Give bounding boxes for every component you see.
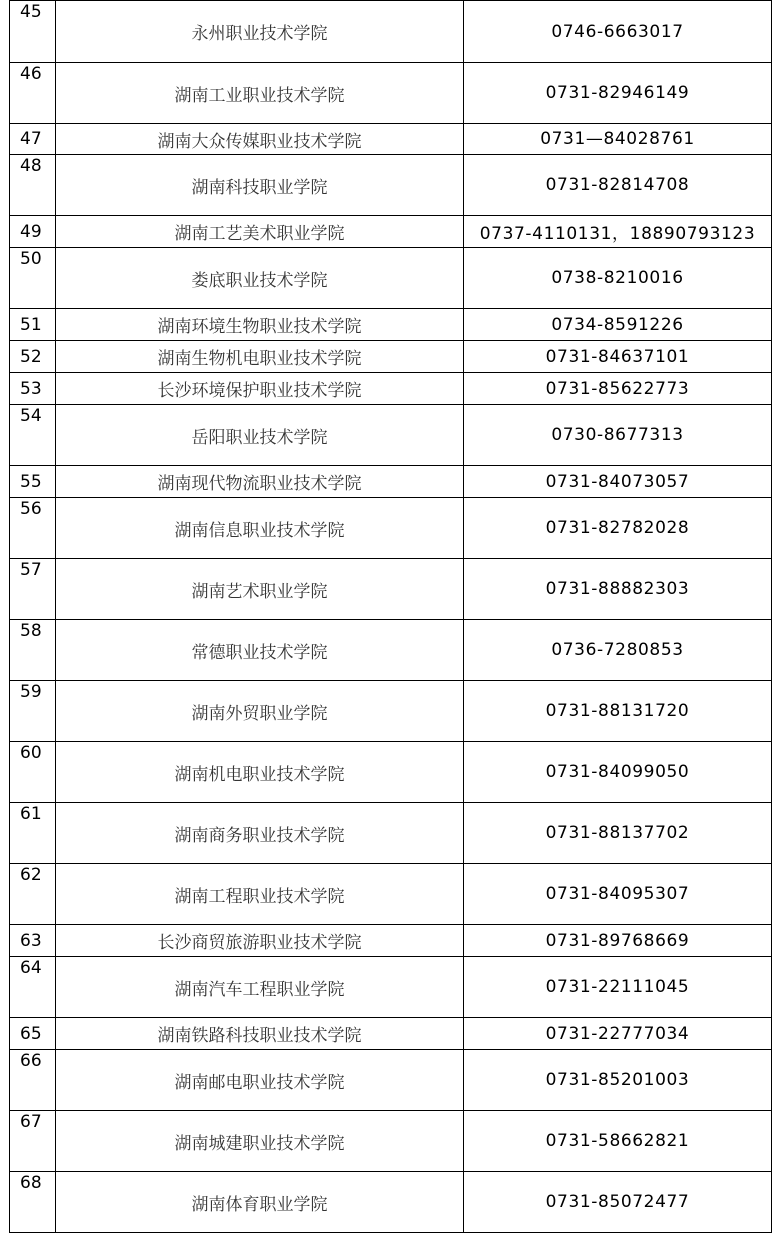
- college-name-cell: 岳阳职业技术学院: [56, 405, 464, 466]
- phone-cell: 0731-89768669: [464, 925, 772, 957]
- table-row: [10, 124, 772, 155]
- phone-cell: 0731-85622773: [464, 373, 772, 405]
- college-name-cell: 湖南信息职业技术学院: [56, 498, 464, 559]
- row-number-cell: 67: [10, 1111, 56, 1172]
- row-number-cell: 59: [10, 681, 56, 742]
- row-number-cell: 62: [10, 864, 56, 925]
- phone-cell: 0731-22111045: [464, 957, 772, 1018]
- row-number-cell: 54: [10, 405, 56, 466]
- college-name-cell: 湖南环境生物职业技术学院: [56, 309, 464, 341]
- phone-cell: 0731-84637101: [464, 341, 772, 373]
- college-name-cell: 湖南生物机电职业技术学院: [56, 341, 464, 373]
- phone-cell: 0746-6663017: [464, 1, 772, 63]
- row-number-cell: 53: [10, 373, 56, 405]
- row-number-cell: 48: [10, 155, 56, 216]
- college-name-cell: 湖南工艺美术职业学院: [56, 216, 464, 248]
- row-number-cell: 49: [10, 216, 56, 248]
- table-row: [10, 864, 772, 925]
- college-name-cell: 长沙商贸旅游职业技术学院: [56, 925, 464, 957]
- phone-cell: 0731-88137702: [464, 803, 772, 864]
- table-row: [10, 742, 772, 803]
- phone-cell: 0731—84028761: [464, 124, 772, 155]
- row-number-cell: 56: [10, 498, 56, 559]
- phone-cell: 0736-7280853: [464, 620, 772, 681]
- table-row: [10, 498, 772, 559]
- row-number-cell: 61: [10, 803, 56, 864]
- phone-cell: 0731-84095307: [464, 864, 772, 925]
- college-name-cell: 湖南汽车工程职业学院: [56, 957, 464, 1018]
- table-row: [10, 803, 772, 864]
- row-number-cell: 55: [10, 466, 56, 498]
- college-name-cell: 娄底职业技术学院: [56, 248, 464, 309]
- table-row: [10, 925, 772, 957]
- row-number-cell: 52: [10, 341, 56, 373]
- phone-cell: 0731-82814708: [464, 155, 772, 216]
- row-number-cell: 60: [10, 742, 56, 803]
- phone-cell: 0738-8210016: [464, 248, 772, 309]
- college-name-cell: 湖南邮电职业技术学院: [56, 1050, 464, 1111]
- college-name-cell: 湖南大众传媒职业技术学院: [56, 124, 464, 155]
- row-number-cell: 66: [10, 1050, 56, 1111]
- phone-cell: 0731-88882303: [464, 559, 772, 620]
- phone-cell: 0731-85072477: [464, 1172, 772, 1233]
- college-name-cell: 湖南外贸职业学院: [56, 681, 464, 742]
- table-row: [10, 1172, 772, 1233]
- row-number-cell: 58: [10, 620, 56, 681]
- row-number-cell: 64: [10, 957, 56, 1018]
- phone-cell: 0737-4110131，18890793123: [464, 216, 772, 248]
- row-number-cell: 46: [10, 63, 56, 124]
- college-contact-table: [9, 0, 772, 1233]
- row-number-cell: 45: [10, 1, 56, 63]
- phone-cell: 0734-8591226: [464, 309, 772, 341]
- phone-cell: 0731-82782028: [464, 498, 772, 559]
- college-name-cell: 长沙环境保护职业技术学院: [56, 373, 464, 405]
- table-row: [10, 155, 772, 216]
- college-name-cell: 湖南工业职业技术学院: [56, 63, 464, 124]
- row-number-cell: 57: [10, 559, 56, 620]
- table-row: [10, 1111, 772, 1172]
- college-name-cell: 湖南机电职业技术学院: [56, 742, 464, 803]
- table-row: [10, 957, 772, 1018]
- row-number-cell: 51: [10, 309, 56, 341]
- table-row: [10, 559, 772, 620]
- phone-cell: 0731-58662821: [464, 1111, 772, 1172]
- table-row: [10, 216, 772, 248]
- college-name-cell: 湖南现代物流职业技术学院: [56, 466, 464, 498]
- row-number-cell: 63: [10, 925, 56, 957]
- phone-cell: 0730-8677313: [464, 405, 772, 466]
- phone-cell: 0731-85201003: [464, 1050, 772, 1111]
- college-name-cell: 常德职业技术学院: [56, 620, 464, 681]
- row-number-cell: 68: [10, 1172, 56, 1233]
- row-number-cell: 65: [10, 1018, 56, 1050]
- table-row: [10, 63, 772, 124]
- table-row: [10, 466, 772, 498]
- phone-cell: 0731-22777034: [464, 1018, 772, 1050]
- row-number-cell: 47: [10, 124, 56, 155]
- table-row: [10, 248, 772, 309]
- college-name-cell: 湖南铁路科技职业技术学院: [56, 1018, 464, 1050]
- college-name-cell: 湖南科技职业学院: [56, 155, 464, 216]
- table-body: [10, 1, 772, 1233]
- college-name-cell: 湖南城建职业技术学院: [56, 1111, 464, 1172]
- table-row: [10, 681, 772, 742]
- phone-cell: 0731-88131720: [464, 681, 772, 742]
- college-name-cell: 湖南体育职业学院: [56, 1172, 464, 1233]
- table-row: [10, 1050, 772, 1111]
- row-number-cell: 50: [10, 248, 56, 309]
- college-name-cell: 永州职业技术学院: [56, 1, 464, 63]
- phone-cell: 0731-84073057: [464, 466, 772, 498]
- college-name-cell: 湖南工程职业技术学院: [56, 864, 464, 925]
- college-name-cell: 湖南商务职业技术学院: [56, 803, 464, 864]
- table-row: [10, 620, 772, 681]
- table-row: [10, 405, 772, 466]
- phone-cell: 0731-82946149: [464, 63, 772, 124]
- table-row: [10, 1018, 772, 1050]
- table-row: [10, 341, 772, 373]
- table-row: [10, 373, 772, 405]
- college-name-cell: 湖南艺术职业学院: [56, 559, 464, 620]
- phone-cell: 0731-84099050: [464, 742, 772, 803]
- table-row: [10, 309, 772, 341]
- table-row: [10, 1, 772, 63]
